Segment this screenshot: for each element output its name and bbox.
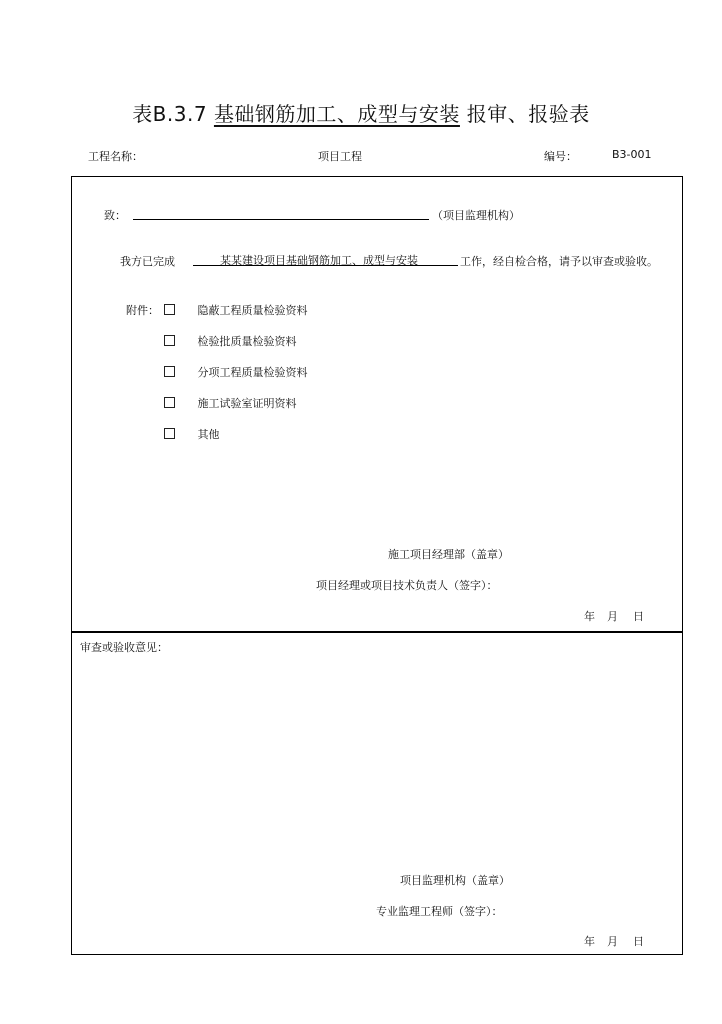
checkbox-icon[interactable]: [164, 428, 175, 439]
completed-label: 我方已完成: [120, 255, 175, 268]
completed-suffix: 工作，经自检合格，请予以审查或验收。: [460, 255, 658, 268]
date-year: 年: [584, 935, 595, 948]
checkbox-icon[interactable]: [164, 335, 175, 346]
dept-stamp: 施工项目经理部（盖章）: [388, 548, 509, 561]
attachment-label: 隐蔽工程质量检验资料: [197, 304, 308, 317]
to-org: （项目监理机构）: [432, 209, 520, 222]
checkbox-icon[interactable]: [164, 397, 175, 408]
title-suffix: 报审、报验表: [466, 102, 590, 126]
title-prefix: 表B.3.7: [132, 102, 208, 126]
supervision-stamp: 项目监理机构（盖章）: [400, 874, 510, 887]
attachment-label: 其他: [197, 428, 220, 441]
submission-section: [71, 176, 683, 633]
checkbox-icon[interactable]: [164, 304, 175, 315]
attachment-item: [164, 333, 297, 349]
attachment-item: [164, 395, 297, 411]
attachment-label: 检验批质量检验资料: [197, 335, 297, 348]
form-title: [0, 98, 722, 127]
to-label: 致：: [104, 209, 126, 222]
to-blank-line: [133, 219, 429, 220]
engineer-signature: 专业监理工程师（签字）：: [376, 905, 503, 918]
manager-signature: 项目经理或项目技术负责人（签字）：: [316, 579, 498, 592]
project-name-label: 工程名称：: [88, 150, 143, 163]
number-label: 编号：: [544, 150, 577, 163]
date-month: 月: [607, 935, 618, 948]
attachments-label: 附件：: [126, 304, 159, 317]
date-month: 月: [607, 610, 618, 623]
date-day: 日: [633, 610, 644, 623]
checkbox-icon[interactable]: [164, 366, 175, 377]
project-name-value: 项目工程: [318, 150, 362, 163]
completed-work: 某某建设项目基础钢筋加工、成型与安装: [220, 254, 418, 267]
attachment-label: 施工试验室证明资料: [197, 397, 297, 410]
number-value: B3-001: [612, 148, 652, 161]
attachment-label: 分项工程质量检验资料: [197, 366, 308, 379]
date-day: 日: [633, 935, 644, 948]
attachment-item: [164, 426, 220, 442]
date-year: 年: [584, 610, 595, 623]
title-subject: 基础钢筋加工、成型与安装: [213, 102, 460, 126]
attachment-item: [164, 302, 308, 318]
attachment-item: [164, 364, 308, 380]
opinion-label: 审查或验收意见：: [80, 641, 168, 654]
